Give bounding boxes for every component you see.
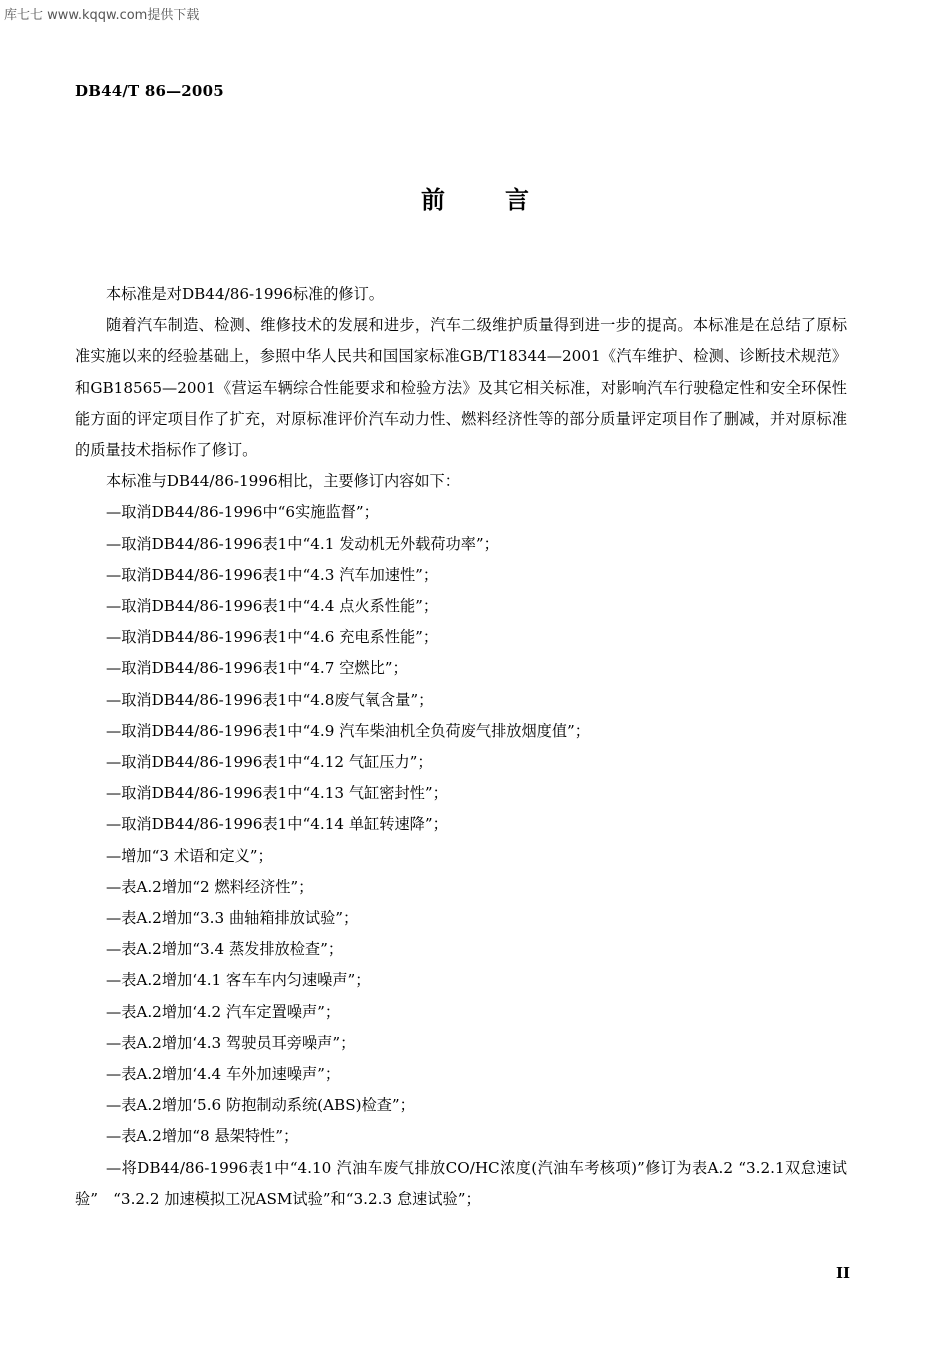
- revision-item: —表A.2增加‘4.2 汽车定置噪声”；: [106, 1002, 341, 1021]
- revision-item: —增加“3 术语和定义”；: [106, 846, 273, 865]
- revision-item: —取消DB44/86-1996表1中“4.6 充电系性能”；: [106, 628, 439, 647]
- revision-item: —取消DB44/86-1996表1中“4.8废气氧含量”；: [106, 690, 434, 709]
- revision-item: —取消DB44/86-1996表1中“4.3 汽车加速性”；: [106, 565, 439, 584]
- document-body: [75, 279, 847, 1215]
- revision-item: —取消DB44/86-1996表1中“4.13 气缸密封性”；: [106, 784, 448, 803]
- revision-item: —取消DB44/86-1996表1中“4.12 气缸压力”；: [106, 753, 433, 772]
- revision-item: —表A.2增加“3.4 蒸发排放检查”；: [106, 940, 344, 959]
- title-char-1: 前: [421, 186, 445, 214]
- page-number: II: [836, 1264, 851, 1282]
- paragraph-changes-heading: 本标准与DB44/86-1996相比，主要修订内容如下：: [106, 472, 460, 491]
- paragraph-intro: 本标准是对DB44/86-1996标准的修订。: [106, 285, 384, 303]
- revision-item: —取消DB44/86-1996中“6实施监督”；: [106, 503, 379, 522]
- paragraph-background: 随着汽车制造、检测、维修技术的发展和进步，汽车二级维护质量得到进一步的提高。本标准是在总结了原标准实施以来的经验基础上，参照中华人民共和国国家标准GB/T18344—2001《汽车维护、检测、诊断技术规范》和GB18565—2001《营运车辆综合性能要求和检验方法》及其它相关标准，对影响汽车行驶稳定性和安全环保性能方面的评定项目作了扩充，对原标准评价汽车动力性、燃料经济性等的部分质量评定项目作了删减，并对原标准的质量技术指标作了修订。: [75, 316, 847, 460]
- revision-list: [75, 497, 847, 1215]
- revision-item: —表A.2增加“8 悬架特性”；: [106, 1127, 299, 1146]
- revision-item: —表A.2增加‘4.3 驾驶员耳旁噪声”；: [106, 1033, 356, 1052]
- revision-item: —取消DB44/86-1996表1中“4.7 空燃比”；: [106, 659, 408, 678]
- revision-item: —表A.2增加‘5.6 防抱制动系统(ABS)检查”；: [106, 1096, 415, 1115]
- title-char-2: 言: [505, 186, 529, 214]
- revision-item: —取消DB44/86-1996表1中“4.4 点火系性能”；: [106, 597, 439, 616]
- revision-item: —表A.2增加‘4.1 客车车内匀速噪声”；: [106, 971, 371, 990]
- revision-item: —表A.2增加“2 燃料经济性”；: [106, 877, 314, 896]
- revision-item: —表A.2增加‘4.4 车外加速噪声”；: [106, 1065, 341, 1084]
- revision-item-last: —将DB44/86-1996表1中“4.10 汽油车废气排放CO/HC浓度(汽油车考核项)”修订为表A.2 “3.2.1双怠速试验” “3.2.2 加速模拟工况ASM试验”和“3.2.3 怠速试验”；: [75, 1158, 847, 1208]
- revision-item: —表A.2增加“3.3 曲轴箱排放试验”；: [106, 909, 359, 928]
- revision-item: —取消DB44/86-1996表1中“4.14 单缸转速降”；: [106, 815, 448, 834]
- watermark-text: 库七七 www.kqqw.com提供下载: [4, 8, 200, 23]
- revision-item: —取消DB44/86-1996表1中“4.1 发动机无外载荷功率”；: [106, 534, 499, 553]
- document-code: DB44/T 86—2005: [75, 82, 224, 100]
- page-title: [0, 180, 950, 215]
- revision-item: —取消DB44/86-1996表1中“4.9 汽车柴油机全负荷废气排放烟度值”；: [106, 721, 590, 740]
